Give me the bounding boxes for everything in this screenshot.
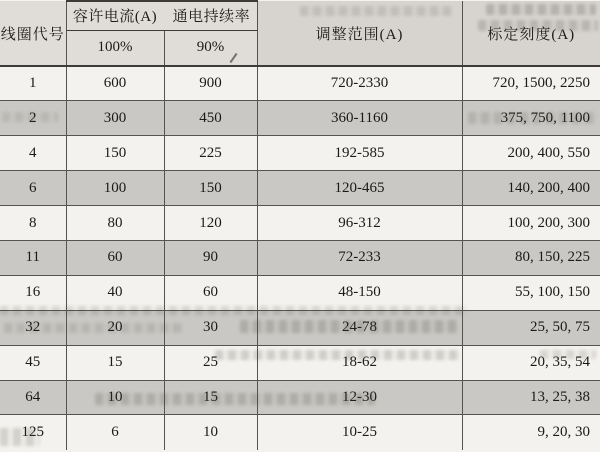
current-100-value: 20 — [66, 310, 164, 345]
calibration-scale-value: 720, 1500, 2250 — [462, 66, 600, 101]
table-row — [0, 240, 600, 275]
current-100-value: 40 — [66, 275, 164, 310]
table-row — [0, 310, 600, 345]
calibration-scale-value: 100, 200, 300 — [462, 206, 600, 241]
header-duty-100: 100% — [66, 30, 164, 66]
current-90-value: 120 — [164, 206, 257, 241]
calibration-scale-value: 140, 200, 400 — [462, 171, 600, 206]
adjustment-range-value: 192-585 — [257, 136, 462, 171]
coil-code-value: 45 — [0, 345, 66, 380]
adjustment-range-value: 48-150 — [257, 275, 462, 310]
header-adjustment-range: 调整范围(A) — [257, 1, 462, 66]
header-allowed-current-duty: 容许电流(A) 通电持续率 — [66, 1, 257, 30]
header-calibration-scale: 标定刻度(A) — [462, 1, 600, 66]
current-100-value: 600 — [66, 66, 164, 101]
current-90-value: 15 — [164, 380, 257, 415]
current-100-value: 10 — [66, 380, 164, 415]
coil-code-value: 4 — [0, 136, 66, 171]
current-90-value: 10 — [164, 415, 257, 450]
adjustment-range-value: 12-30 — [257, 380, 462, 415]
table-row — [0, 275, 600, 310]
table-row — [0, 345, 600, 380]
adjustment-range-value: 720-2330 — [257, 66, 462, 101]
current-100-value: 300 — [66, 101, 164, 136]
current-100-value: 80 — [66, 206, 164, 241]
adjustment-range-value: 120-465 — [257, 171, 462, 206]
calibration-scale-value: 20, 35, 54 — [462, 345, 600, 380]
coil-code-value: 64 — [0, 380, 66, 415]
calibration-scale-value: 25, 50, 75 — [462, 310, 600, 345]
table-row — [0, 171, 600, 206]
coil-code-value: 11 — [0, 240, 66, 275]
calibration-scale-value: 55, 100, 150 — [462, 275, 600, 310]
calibration-scale-value: 375, 750, 1100 — [462, 101, 600, 136]
header-coil-code: 线圈代号 — [0, 1, 66, 66]
adjustment-range-value: 360-1160 — [257, 101, 462, 136]
current-90-value: 60 — [164, 275, 257, 310]
calibration-scale-value: 9, 20, 30 — [462, 415, 600, 450]
calibration-scale-value: 80, 150, 225 — [462, 240, 600, 275]
calibration-scale-value: 200, 400, 550 — [462, 136, 600, 171]
current-90-value: 30 — [164, 310, 257, 345]
table-row — [0, 206, 600, 241]
current-90-value: 225 — [164, 136, 257, 171]
adjustment-range-value: 24-78 — [257, 310, 462, 345]
current-90-value: 25 — [164, 345, 257, 380]
coil-code-value: 32 — [0, 310, 66, 345]
current-90-value: 150 — [164, 171, 257, 206]
adjustment-range-value: 96-312 — [257, 206, 462, 241]
current-90-value: 900 — [164, 66, 257, 101]
coil-code-value: 16 — [0, 275, 66, 310]
coil-code-value: 6 — [0, 171, 66, 206]
coil-code-value: 1 — [0, 66, 66, 101]
calibration-scale-value: 13, 25, 38 — [462, 380, 600, 415]
current-100-value: 15 — [66, 345, 164, 380]
table-row — [0, 101, 600, 136]
current-100-value: 100 — [66, 171, 164, 206]
coil-code-value: 125 — [0, 415, 66, 450]
table-row — [0, 136, 600, 171]
current-100-value: 60 — [66, 240, 164, 275]
current-90-value: 90 — [164, 240, 257, 275]
adjustment-range-value: 18-62 — [257, 345, 462, 380]
coil-code-value: 2 — [0, 101, 66, 136]
adjustment-range-value: 72-233 — [257, 240, 462, 275]
adjustment-range-value: 10-25 — [257, 415, 462, 450]
header-row-1 — [0, 1, 600, 30]
header-duty-90: 90% — [164, 30, 257, 66]
current-100-value: 6 — [66, 415, 164, 450]
coil-code-value: 8 — [0, 206, 66, 241]
table-row — [0, 66, 600, 101]
current-90-value: 450 — [164, 101, 257, 136]
table-row — [0, 380, 600, 415]
current-100-value: 150 — [66, 136, 164, 171]
table-row — [0, 415, 600, 450]
